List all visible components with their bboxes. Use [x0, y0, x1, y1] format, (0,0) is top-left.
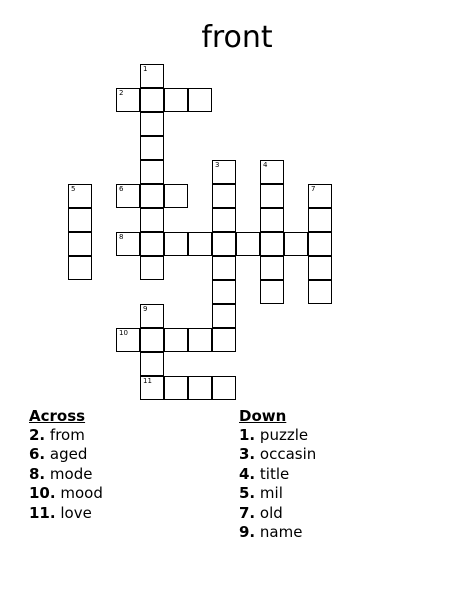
grid-cell[interactable]	[308, 208, 332, 232]
grid-cell[interactable]	[68, 208, 92, 232]
grid-cell[interactable]	[212, 160, 236, 184]
grid-cell[interactable]	[68, 232, 92, 256]
clue-number: 9	[143, 305, 148, 313]
grid-cell[interactable]	[140, 88, 164, 112]
grid-cell[interactable]	[212, 184, 236, 208]
grid-cell[interactable]	[260, 232, 284, 256]
clue-number: 2	[119, 89, 124, 97]
grid-cell[interactable]	[308, 256, 332, 280]
grid-cell[interactable]	[308, 280, 332, 304]
clue-number: 5	[71, 185, 76, 193]
clue-number: 3	[215, 161, 220, 169]
grid-cell[interactable]	[308, 232, 332, 256]
grid-cell[interactable]	[260, 256, 284, 280]
grid-cell[interactable]	[188, 328, 212, 352]
clue-number: 4	[263, 161, 268, 169]
grid-cell[interactable]	[140, 112, 164, 136]
grid-cell[interactable]	[212, 328, 236, 352]
grid-cell[interactable]	[116, 232, 140, 256]
grid-cell[interactable]	[260, 280, 284, 304]
grid-cell[interactable]	[140, 328, 164, 352]
grid-cell[interactable]	[140, 208, 164, 232]
grid-cell[interactable]	[164, 376, 188, 400]
grid-cell[interactable]	[212, 376, 236, 400]
grid-cell[interactable]	[140, 184, 164, 208]
down-clue: 5. mil	[239, 484, 283, 503]
grid-cell[interactable]	[140, 304, 164, 328]
across-clue: 2. from	[29, 426, 85, 444]
grid-cell[interactable]	[140, 64, 164, 88]
down-heading: Down	[239, 407, 287, 425]
across-clue: 8. mode	[29, 464, 93, 483]
clue-number: 6	[119, 185, 124, 193]
grid-cell[interactable]	[260, 160, 284, 184]
grid-cell[interactable]	[284, 232, 308, 256]
grid-cell[interactable]	[140, 256, 164, 280]
grid-cell[interactable]	[212, 304, 236, 328]
grid-cell[interactable]	[188, 376, 212, 400]
grid-cell[interactable]	[140, 352, 164, 376]
across-clue: 10. mood	[29, 484, 103, 503]
clue-number: 1	[143, 65, 148, 73]
grid-cell[interactable]	[308, 184, 332, 208]
across-clue: 11. love	[29, 503, 92, 522]
grid-cell[interactable]	[188, 232, 212, 256]
across-clue: 6. aged	[29, 445, 88, 464]
down-clue: 3. occasin	[239, 445, 317, 464]
grid-cell[interactable]	[116, 184, 140, 208]
grid-cell[interactable]	[236, 232, 260, 256]
grid-cell[interactable]	[164, 184, 188, 208]
clue-number: 10	[119, 329, 128, 337]
down-clues	[239, 406, 316, 542]
grid-cell[interactable]	[212, 208, 236, 232]
grid-cell[interactable]	[212, 232, 236, 256]
grid-cell[interactable]	[164, 232, 188, 256]
grid-cell[interactable]	[260, 208, 284, 232]
puzzle-title: front	[201, 20, 273, 55]
grid-cell[interactable]	[164, 88, 188, 112]
grid-cell[interactable]	[116, 328, 140, 352]
down-clue: 4. title	[239, 464, 290, 483]
grid-cell[interactable]	[140, 232, 164, 256]
clue-number: 11	[143, 377, 152, 385]
grid-cell[interactable]	[140, 160, 164, 184]
across-heading: Across	[29, 407, 86, 425]
grid-cell[interactable]	[212, 280, 236, 304]
down-clue: 9. name	[239, 522, 303, 541]
grid-cell[interactable]	[116, 88, 140, 112]
down-clue: 7. old	[239, 503, 283, 522]
grid-cell[interactable]	[212, 256, 236, 280]
across-clues	[29, 406, 103, 523]
grid-cell[interactable]	[68, 184, 92, 208]
clue-number: 8	[119, 233, 124, 241]
grid-cell[interactable]	[140, 136, 164, 160]
clue-number: 7	[311, 185, 316, 193]
grid-cell[interactable]	[164, 328, 188, 352]
grid-cell[interactable]	[260, 184, 284, 208]
down-clue: 1. puzzle	[239, 426, 309, 444]
grid-cell[interactable]	[140, 376, 164, 400]
grid-cell[interactable]	[68, 256, 92, 280]
grid-cell[interactable]	[188, 88, 212, 112]
